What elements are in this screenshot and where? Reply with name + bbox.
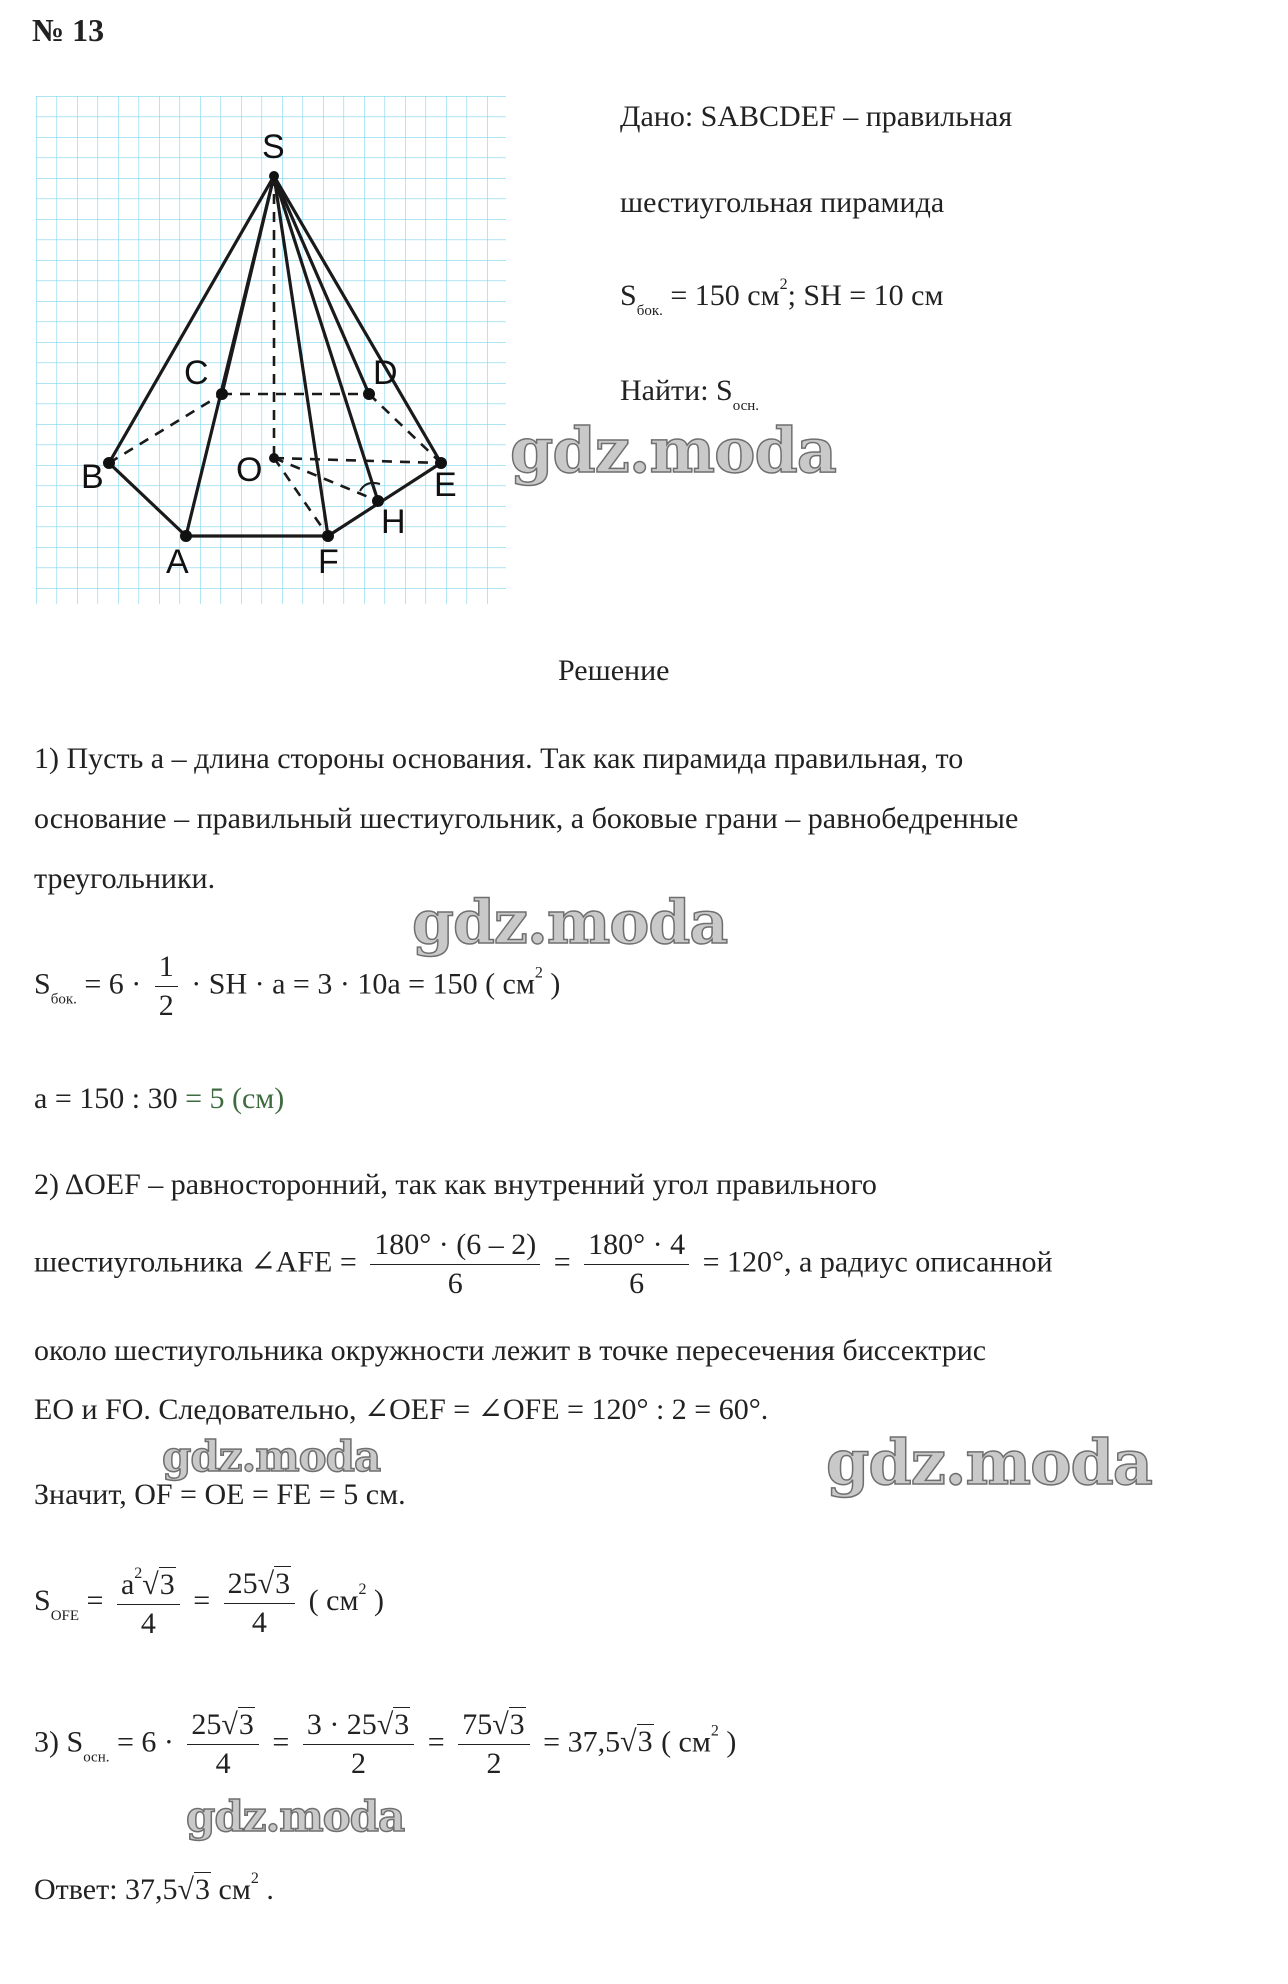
- p2-line-4: EO и FO. Следовательно, ∠OEF = ∠OFE = 120° : 2 = 60°.: [34, 1393, 769, 1426]
- side-length-line: a = 150 : 30 = 5 (см): [34, 1082, 285, 1115]
- label-A: A: [166, 543, 189, 581]
- watermark-5: gdz.moda: [186, 1792, 405, 1841]
- label-B: B: [81, 458, 104, 496]
- given-line-1: Дано: SABCDEF – правильная: [620, 100, 1013, 133]
- point-A: [180, 530, 192, 542]
- watermark-3: gdz.moda: [162, 1432, 381, 1481]
- pyramid-figure: [36, 96, 506, 606]
- formula-lateral-area: $S_{бок.} = 6$ · $\frac{1}{2}$ · SH · a = 3 · 10a = 150 ( $см^2$ ): [34, 950, 561, 1022]
- p1-line-3: треугольники.: [34, 862, 216, 895]
- find-line: Найти: $S_{осн.}$: [620, 374, 760, 414]
- label-S: S: [262, 128, 285, 166]
- label-D: D: [373, 354, 398, 392]
- label-H: H: [381, 503, 406, 541]
- p1-line-1: 1) Пусть a – длина стороны основания. Так как пирамида правильная, то: [34, 742, 964, 775]
- formula-base-area: 3) $S_{осн.} = 6$ · $\frac{25√3}{4}$ = $\frac{3 \cdot 25√3}{2}$ = $\frac{75√3}{2}$ = 37,5√3 ( $см^2$ ): [34, 1708, 737, 1780]
- p2-line-3: около шестиугольника окружности лежит в точке пересечения биссектрис: [34, 1334, 987, 1367]
- p2-line-2: шестиугольника ∠AFE = $\frac{180^\circ \cdot (6 - 2)}{6}$ = $\frac{180^\circ \cdot 4}{6}$ = 120°, а радиус описанной: [34, 1228, 1053, 1300]
- answer-line: Ответ: 37,5√3 $см^2$ .: [34, 1870, 274, 1906]
- formula-triangle-area: $S_{OFE}$ = $\frac{a^2√3}{4}$ = $\frac{25√3}{4}$ ( $см^2$ ): [34, 1565, 384, 1640]
- p1-line-2: основание – правильный шестиугольник, а боковые грани – равнобедренные: [34, 802, 1019, 835]
- watermark-2: gdz.moda: [412, 888, 728, 958]
- given-line-3: $S_{бок.} = 150$ $см^2$; SH = 10 см: [620, 276, 944, 319]
- p2-line-1: 2) ΔOEF – равносторонний, так как внутренний угол правильного: [34, 1168, 877, 1201]
- point-F: [322, 530, 334, 542]
- point-B: [103, 457, 115, 469]
- point-C: [216, 388, 228, 400]
- label-E: E: [434, 466, 457, 504]
- given-line-2: шестиугольная пирамида: [620, 186, 945, 219]
- problem-number: № 13: [32, 12, 105, 48]
- label-C: C: [184, 354, 209, 392]
- point-S: [269, 171, 279, 181]
- label-F: F: [318, 543, 339, 581]
- watermark-1: gdz.moda: [510, 414, 836, 487]
- solution-title: Решение: [558, 654, 670, 687]
- point-O: [269, 453, 279, 463]
- watermark-4: gdz.moda: [826, 1426, 1152, 1499]
- label-O: O: [236, 451, 263, 489]
- p2-line-5: Значит, OF = OE = FE = 5 см.: [34, 1478, 406, 1511]
